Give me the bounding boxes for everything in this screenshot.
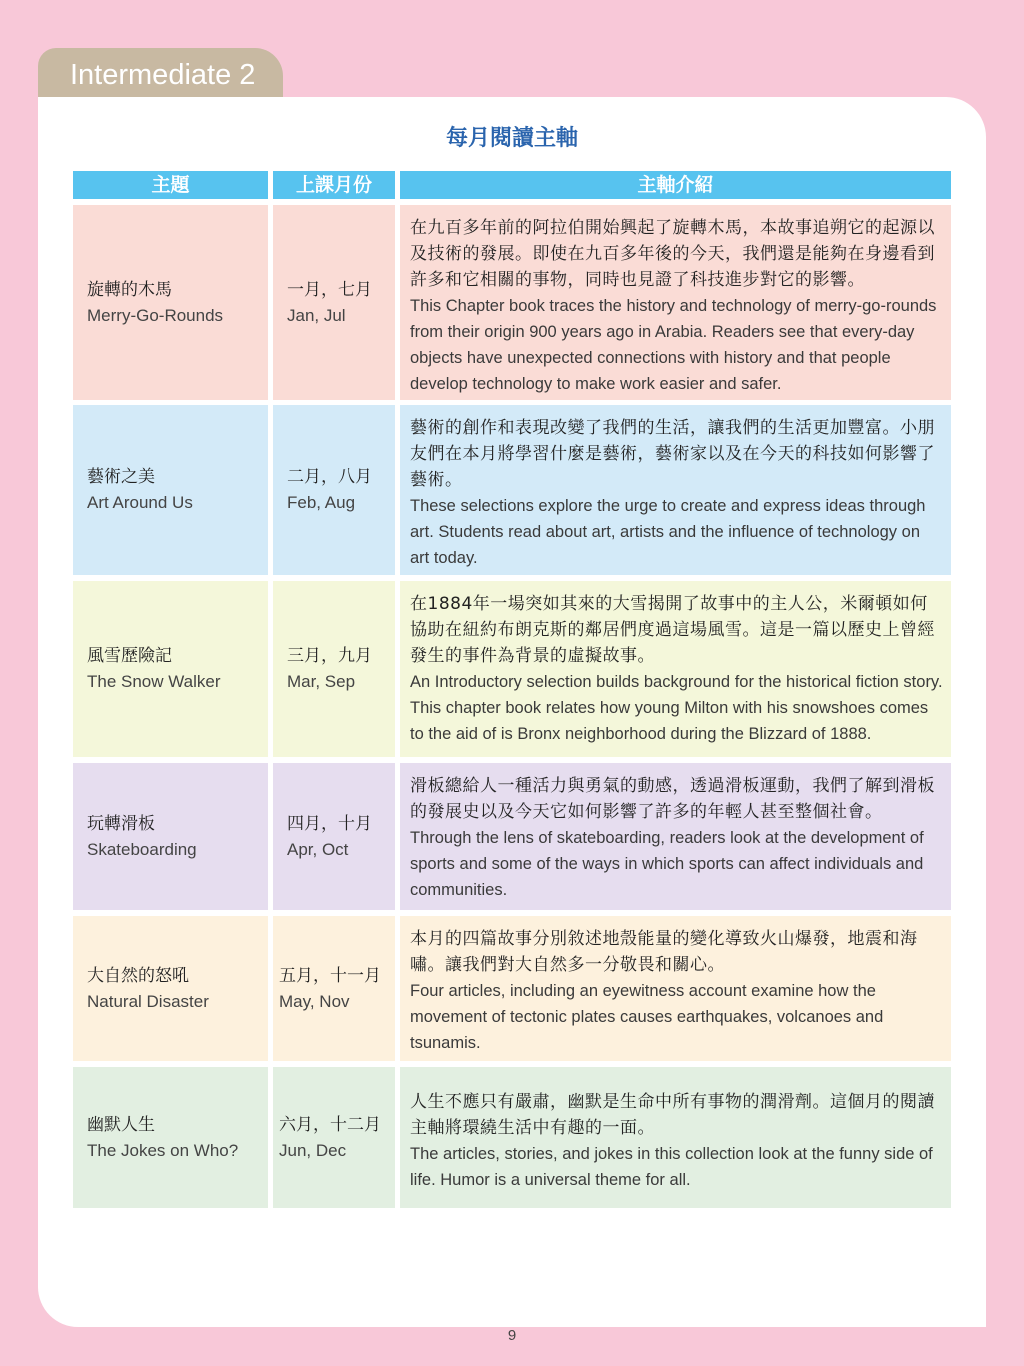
page-title: 每月閱讀主軸 bbox=[445, 126, 578, 151]
topic-zh: 藝術之美 bbox=[87, 467, 155, 487]
month-en: Feb, Aug bbox=[287, 493, 356, 512]
row-3-topic bbox=[73, 581, 268, 757]
intro-zh: 在九百多年前的阿拉伯開始興起了旋轉木馬，本故事追朔它的起源以及技術的發展。即使在九百多年後的今天，我們還是能夠在身邊看到許多和它相關的事物，同時也見證了科技進步對它的影響。 bbox=[410, 218, 935, 290]
topic-en: Natural Disaster bbox=[87, 991, 209, 1011]
intro-zh: 在1884年一場突如其來的大雪揭開了故事中的主人公，米爾頓如何協助在紐約布朗克斯的鄰居們度過這場風雪。這是一篇以歷史上曾經發生的事件為背景的虛擬故事。 bbox=[410, 594, 935, 666]
row-6-month bbox=[273, 1067, 395, 1208]
month-zh: 三月，九月 bbox=[287, 646, 372, 666]
row-3-month bbox=[273, 581, 395, 757]
month-en: Jan, Jul bbox=[287, 305, 346, 325]
intro-en: These selections explore the urge to create and express ideas through art. Students read about art, artists and the influence of technology on art today. bbox=[410, 497, 926, 567]
row-2-month bbox=[273, 405, 395, 575]
topic-en: The Jokes on Who? bbox=[87, 1140, 239, 1160]
header-topic: 主題 bbox=[73, 171, 268, 199]
month-zh: 六月，十二月 bbox=[279, 1114, 381, 1135]
row-5-intro bbox=[400, 916, 951, 1061]
intro-en: Four articles, including an eyewitness account examine how the movement of tectonic plates causes earthquakes, volcanoes and tsunamis. bbox=[410, 982, 884, 1052]
page-number: 9 bbox=[507, 1327, 517, 1344]
topic-en: Skateboarding bbox=[87, 839, 197, 859]
row-4-month bbox=[273, 763, 395, 910]
month-en: Apr, Oct bbox=[287, 839, 349, 859]
topic-zh: 旋轉的木馬 bbox=[87, 279, 172, 300]
row-1-month bbox=[273, 205, 395, 400]
intro-en: Through the lens of skateboarding, readers look at the development of sports and some of the ways in which sports can affect individuals and communities. bbox=[410, 829, 924, 899]
topic-zh: 大自然的怒吼 bbox=[87, 965, 189, 986]
row-5-month bbox=[273, 916, 395, 1061]
intro-en: The articles, stories, and jokes in this collection look at the funny side of life. Humor is a universal theme for all. bbox=[410, 1145, 933, 1189]
row-2-intro bbox=[400, 405, 951, 575]
row-3-intro bbox=[400, 581, 951, 757]
topic-zh: 風雪歷險記 bbox=[87, 646, 172, 666]
intro-en: This Chapter book traces the history and technology of merry-go-rounds from their origin 900 years ago in Arabia. Readers see that every-day objects have unexpected connections with history and that people develop technology to make work easier and safer. bbox=[410, 297, 937, 393]
month-en: Mar, Sep bbox=[287, 672, 356, 691]
row-5-topic bbox=[73, 916, 268, 1061]
month-zh: 一月，七月 bbox=[287, 279, 372, 300]
topic-en: Art Around Us bbox=[87, 493, 193, 512]
intro-en: An Introductory selection builds background for the historical fiction story. This chapter book relates how young Milton with his snowshoes comes to the aid of is Bronx neighborhood during the Blizzard of 1888. bbox=[410, 673, 943, 743]
topic-en: Merry-Go-Rounds bbox=[87, 305, 224, 325]
month-en: May, Nov bbox=[279, 991, 350, 1011]
row-6-topic bbox=[73, 1067, 268, 1208]
row-1-topic bbox=[73, 205, 268, 400]
month-zh: 四月，十月 bbox=[287, 813, 372, 834]
row-6-intro bbox=[400, 1067, 951, 1208]
topic-en: The Snow Walker bbox=[87, 672, 221, 691]
intro-zh: 本月的四篇故事分別敘述地殼能量的變化導致火山爆發，地震和海嘯。讓我們對大自然多一分敬畏和關心。 bbox=[410, 929, 918, 975]
row-1-intro bbox=[400, 205, 951, 400]
month-zh: 五月，十一月 bbox=[279, 965, 381, 986]
row-2-topic bbox=[73, 405, 268, 575]
topic-zh: 玩轉滑板 bbox=[87, 813, 155, 834]
intro-zh: 人生不應只有嚴肅，幽默是生命中所有事物的潤滑劑。這個月的閱讀主軸將環繞生活中有趣的一面。 bbox=[410, 1092, 935, 1138]
row-4-topic bbox=[73, 763, 268, 910]
header-intro: 主軸介紹 bbox=[400, 171, 951, 199]
row-4-intro bbox=[400, 763, 951, 910]
topic-zh: 幽默人生 bbox=[87, 1114, 155, 1135]
intro-zh: 滑板總給人一種活力與勇氣的動感，透過滑板運動，我們了解到滑板的發展史以及今天它如何影響了許多的年輕人甚至整個社會。 bbox=[410, 776, 935, 822]
intro-zh: 藝術的創作和表現改變了我們的生活，讓我們的生活更加豐富。小朋友們在本月將學習什麼是藝術，藝術家以及在今天的科技如何影響了藝術。 bbox=[410, 418, 935, 490]
level-tab: Intermediate 2 bbox=[38, 48, 283, 104]
month-en: Jun, Dec bbox=[279, 1140, 347, 1160]
month-zh: 二月，八月 bbox=[287, 467, 372, 487]
header-month: 上課月份 bbox=[273, 171, 395, 199]
